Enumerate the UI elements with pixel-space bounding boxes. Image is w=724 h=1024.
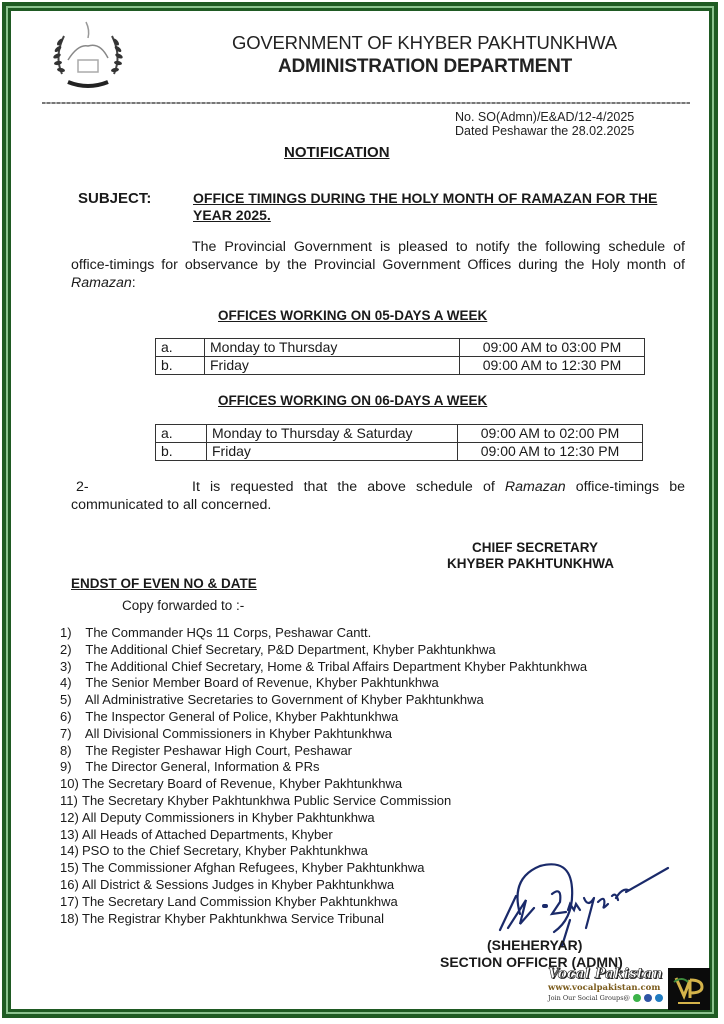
row-time: 09:00 AM to 03:00 PM — [460, 339, 645, 357]
item-number: 17) — [60, 893, 79, 909]
list-item — [60, 625, 587, 642]
signature-icon — [490, 858, 680, 948]
paragraph-1 — [71, 238, 685, 292]
endorsement-heading: ENDST OF EVEN NO & DATE — [71, 576, 257, 591]
item-text: All Heads of Attached Departments, Khyber — [82, 826, 333, 842]
row-time: 09:00 AM to 12:30 PM — [458, 443, 643, 461]
item-number: 3) — [60, 658, 72, 674]
whatsapp-icon — [633, 994, 641, 1002]
list-item — [60, 726, 587, 743]
list-item — [60, 692, 587, 709]
list-item — [60, 827, 587, 844]
item-number: 4) — [60, 675, 72, 691]
item-text: The Inspector General of Police, Khyber Pakhtunkhwa — [85, 708, 399, 724]
item-number: 10) — [60, 776, 79, 792]
item-number: 7) — [60, 725, 72, 741]
vocal-pakistan-logo-icon — [668, 968, 710, 1010]
five-day-heading: OFFICES WORKING ON 05-DAYS A WEEK — [218, 308, 488, 323]
paragraph-2-text-end: office-timings be communicated to all concerned. — [71, 479, 686, 513]
officer-name: (SHEHERYAR) — [487, 937, 583, 953]
item-text: All District & Sessions Judges in Khyber Pakhtunkhwa — [82, 876, 395, 892]
item-number: 15) — [60, 860, 79, 876]
row-time: 09:00 AM to 02:00 PM — [458, 425, 643, 443]
item-number: 13) — [60, 826, 79, 842]
reference-number: No. SO(Admn)/E&AD/12-4/2025 — [455, 110, 635, 124]
chief-secretary-title: CHIEF SECRETARY — [472, 540, 599, 555]
item-number: 16) — [60, 876, 79, 892]
paragraph-1-italic: Ramazan — [71, 275, 132, 291]
watermark-social — [548, 994, 668, 1002]
linkedin-icon — [655, 994, 663, 1002]
item-number: 2) — [60, 641, 72, 657]
row-days: Friday — [207, 443, 458, 461]
item-text: The Commissioner Afghan Refugees, Khyber Pakhtunkhwa — [82, 860, 425, 876]
item-text: The Secretary Board of Revenue, Khyber Pakhtunkhwa — [82, 776, 403, 792]
row-days: Monday to Thursday & Saturday — [207, 425, 458, 443]
five-day-schedule-table — [155, 338, 645, 375]
row-time: 09:00 AM to 12:30 PM — [460, 357, 645, 375]
list-item — [60, 709, 587, 726]
watermark-url: www.vocalpakistan.com — [548, 983, 661, 993]
row-key: b. — [156, 443, 207, 461]
government-heading: GOVERNMENT OF KHYBER PAKHTUNKHWA — [232, 32, 617, 53]
item-number: 14) — [60, 843, 79, 859]
paragraph-1-text: The Provincial Government is pleased to notify the following schedule of office-timings for observance by the Provincial Government Offices during the Holy month of — [71, 239, 685, 273]
list-item — [60, 776, 587, 793]
item-text: The Commander HQs 11 Corps, Peshawar Cantt. — [85, 625, 372, 640]
officer-title: SECTION OFFICER (ADMN) — [440, 954, 623, 970]
item-text: The Secretary Khyber Pakhtunkhwa Public Service Commission — [82, 792, 452, 808]
copy-forwarded-label: Copy forwarded to :- — [122, 598, 245, 613]
item-number: 9) — [60, 759, 72, 775]
subject-label: SUBJECT: — [78, 190, 152, 207]
row-days: Friday — [205, 357, 460, 375]
item-number: 5) — [60, 692, 72, 708]
watermark-brand: Vocal Pakistan — [548, 966, 663, 982]
chief-secretary-province: KHYBER PAKHTUNKHWA — [447, 556, 614, 571]
watermark — [548, 966, 668, 1012]
list-item — [60, 759, 587, 776]
table-row — [156, 425, 643, 443]
item-text: The Secretary Land Commission Khyber Pakhtunkhwa — [82, 893, 398, 909]
item-text: The Register Peshawar High Court, Peshawar — [85, 742, 353, 758]
row-key: a. — [156, 425, 207, 443]
notification-title: NOTIFICATION — [284, 144, 390, 161]
table-row — [156, 443, 643, 461]
item-number: 12) — [60, 809, 79, 825]
watermark-social-text: Join Our Social Groups@ — [548, 994, 631, 1002]
item-text: The Senior Member Board of Revenue, Khyber Pakhtunkhwa — [85, 675, 439, 691]
six-day-heading: OFFICES WORKING ON 06-DAYS A WEEK — [218, 393, 488, 408]
paragraph-2-number: 2- — [76, 479, 89, 495]
paragraph-1-end: : — [131, 275, 136, 291]
subject-text: OFFICE TIMINGS DURING THE HOLY MONTH OF RAMAZAN FOR THE YEAR 2025. — [193, 190, 658, 223]
item-number: 8) — [60, 742, 72, 758]
item-text: The Director General, Information & PRs — [85, 759, 320, 775]
item-number: 11) — [60, 792, 78, 808]
list-item — [60, 675, 587, 692]
item-text: The Additional Chief Secretary, Home & Tribal Affairs Department Khyber Pakhtunkhwa — [85, 658, 588, 674]
row-key: a. — [156, 339, 205, 357]
row-days: Monday to Thursday — [205, 339, 460, 357]
list-item — [60, 810, 587, 827]
paragraph-2-italic: Ramazan — [504, 479, 566, 495]
header-divider — [42, 102, 690, 104]
date-line: Dated Peshawar the 28.02.2025 — [455, 124, 635, 138]
item-text: All Deputy Commissioners in Khyber Pakhtunkhwa — [82, 809, 375, 825]
list-item — [60, 743, 587, 760]
item-number: 1) — [60, 625, 72, 640]
item-number: 18) — [60, 910, 79, 926]
list-item — [60, 659, 587, 676]
kp-emblem-icon — [48, 16, 128, 96]
list-item — [60, 793, 587, 810]
list-item — [60, 642, 587, 659]
paragraph-2 — [71, 478, 685, 514]
table-row — [156, 339, 645, 357]
item-text: All Divisional Commissioners in Khyber Pakhtunkhwa — [84, 725, 392, 741]
item-number: 6) — [60, 708, 72, 724]
row-key: b. — [156, 357, 205, 375]
facebook-icon — [644, 994, 652, 1002]
paragraph-2-text: It is requested that the above schedule of — [192, 479, 505, 495]
item-text: The Additional Chief Secretary, P&D Department, Khyber Pakhtunkhwa — [85, 641, 496, 657]
item-text: PSO to the Chief Secretary, Khyber Pakhtunkhwa — [82, 843, 368, 859]
item-text: The Registrar Khyber Pakhtunkhwa Service Tribunal — [82, 910, 385, 926]
department-heading: ADMINISTRATION DEPARTMENT — [278, 56, 573, 77]
table-row — [156, 357, 645, 375]
six-day-schedule-table — [155, 424, 643, 461]
item-text: All Administrative Secretaries to Government of Khyber Pakhtunkhwa — [84, 692, 484, 708]
